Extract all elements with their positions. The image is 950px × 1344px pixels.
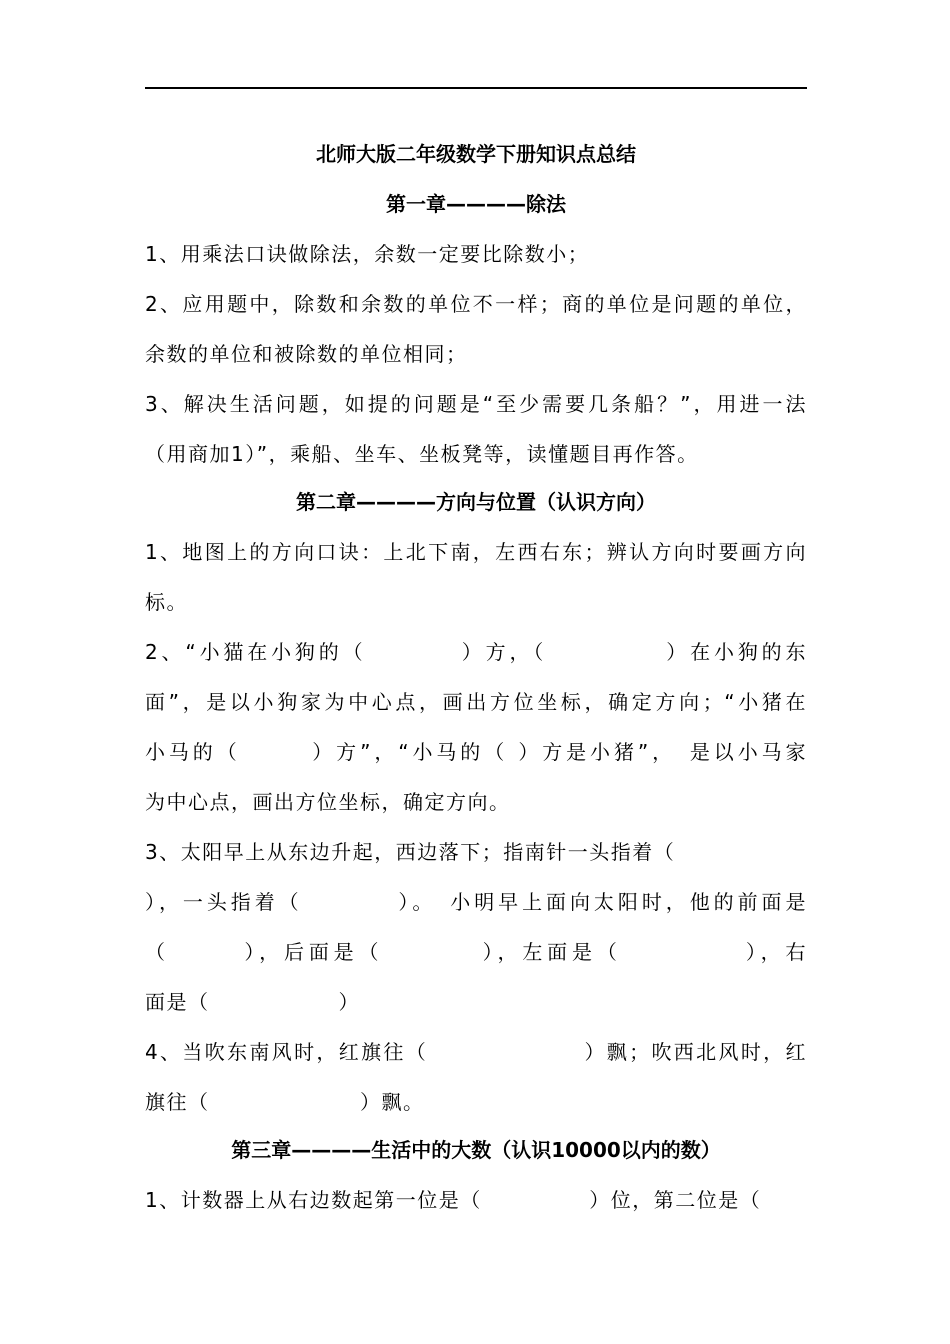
chapter2-line: 4、当吹东南风时，红旗往（ ）飘；吹西北风时，红	[145, 1040, 807, 1064]
chapter2-line: 3、太阳早上从东边升起，西边落下；指南针一头指着（	[145, 840, 676, 864]
chapter1-line: 余数的单位和被除数的单位相同；	[145, 342, 468, 366]
chapter2-line: 小马的（ ）方”，“小马的（ ）方是小猪”， 是以小马家	[145, 740, 807, 764]
header-rule	[145, 87, 807, 89]
chapter1-line: 2、应用题中，除数和余数的单位不一样；商的单位是问题的单位，	[145, 292, 807, 316]
document-title: 北师大版二年级数学下册知识点总结	[316, 142, 636, 166]
chapter2-heading: 第二章————方向与位置（认识方向）	[296, 490, 656, 514]
chapter3-heading: 第三章————生活中的大数（认识10000以内的数）	[231, 1138, 721, 1162]
chapter2-line: 为中心点，画出方位坐标，确定方向。	[145, 790, 511, 814]
chapter1-heading: 第一章————除法	[386, 192, 566, 216]
chapter1-line: （用商加1）”，乘船、坐车、坐板凳等，读懂题目再作答。	[145, 442, 699, 466]
chapter1-line: 3、解决生活问题，如提的问题是“至少需要几条船？”，用进一法	[145, 392, 807, 416]
chapter3-line: 1、计数器上从右边数起第一位是（ ）位，第二位是（	[145, 1188, 762, 1212]
chapter2-line: 旗往（ ）飘。	[145, 1090, 425, 1114]
chapter1-line: 1、用乘法口诀做除法，余数一定要比除数小；	[145, 242, 590, 266]
chapter2-line: 面”，是以小狗家为中心点，画出方位坐标，确定方向；“小猪在	[145, 690, 807, 714]
chapter2-line: ），一头指着（ ）。 小明早上面向太阳时，他的前面是	[145, 890, 807, 914]
chapter2-line: 1、地图上的方向口诀：上北下南，左西右东；辨认方向时要画方向	[145, 540, 807, 564]
chapter2-line: （ ），后面是（ ），左面是（ ），右	[145, 940, 807, 964]
chapter2-line: 2、“小猫在小狗的（ ）方，（ ）在小狗的东	[145, 640, 807, 664]
chapter2-line: 标。	[145, 590, 188, 614]
chapter2-line: 面是（ ）	[145, 990, 360, 1014]
